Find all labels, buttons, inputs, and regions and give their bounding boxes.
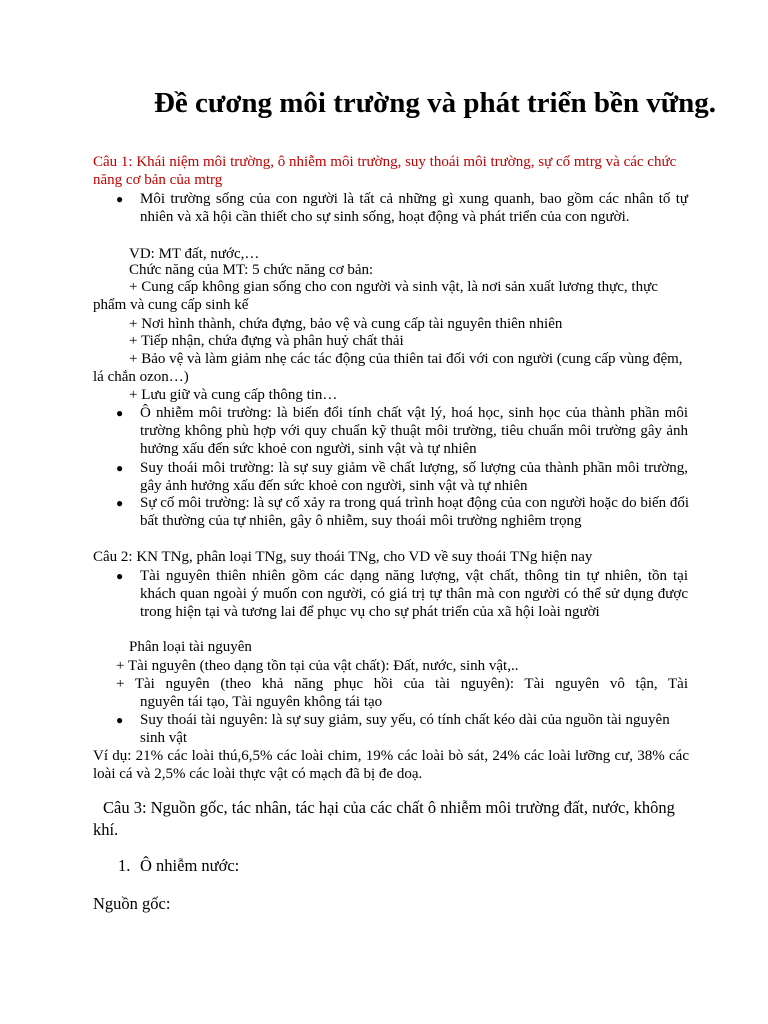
bullet-icon: ● (116, 406, 124, 420)
q1-function-1: + Cung cấp không gian sống cho con người và sinh vật, là nơi sản xuất lương thực, thực phẩm và cung cấp sinh kế (93, 279, 662, 313)
q1-degradation-definition: Suy thoái môi trường: là sự suy giảm về chất lượng, số lượng của thành phần môi trường, gây ảnh hưởng xấu đến sức khoẻ con người, sinh vật và tự nhiên (140, 460, 692, 494)
q1-pollution-definition: Ô nhiễm môi trường: là biến đổi tính chất vật lý, hoá học, sinh học của thành phần môi trường không phù hợp với quy chuẩn kỹ thuật môi trường, tiêu chuẩn môi trường gây ảnh hưởng xấu đến sức khoẻ con người, sinh vật và tự nhiên (140, 405, 692, 457)
document-title: Đề cương môi trường và phát triển bền vững. (153, 87, 717, 119)
q1-function-5: + Lưu giữ và cung cấp thông tin… (129, 387, 338, 403)
q3-source-label: Nguồn gốc: (93, 894, 171, 913)
question-1-heading: Câu 1: Khái niệm môi trường, ô nhiễm môi trường, suy thoái môi trường, sự cố mtrg và các chức năng cơ bản của mtrg (93, 154, 680, 188)
q2-example: Ví dụ: 21% các loài thú,6,5% các loài chim, 19% các loài bò sát, 24% các loài lưỡng cư, 38% các loài cá và 2,5% các loài thực vật có mạch đã bị đe doạ. (93, 748, 693, 782)
q3-item-number: 1. (118, 856, 131, 875)
bullet-icon: ● (116, 569, 124, 583)
bullet-icon: ● (116, 496, 124, 510)
q2-classification-2-line-2: nguyên tái tạo, Tài nguyên không tái tạo (140, 694, 383, 710)
q1-function-4: + Bảo vệ và làm giảm nhẹ các tác động của thiên tai đối với con người (cung cấp vùng đệm, lá chắn ozon…) (93, 351, 687, 385)
q2-degradation-definition: Suy thoái tài nguyên: là sự suy giảm, suy yếu, có tính chất kéo dài của nguồn tài nguyên sinh vật (140, 712, 674, 746)
bullet-icon: ● (116, 192, 124, 206)
bullet-icon: ● (116, 461, 124, 475)
q1-incident-definition: Sự cố môi trường: là sự cố xảy ra trong quá trình hoạt động của con người hoặc do biến đổi bất thường của tự nhiên, gây ô nhiễm, suy thoái môi trường nghiêm trọng (140, 495, 693, 529)
q2-classification-1: + Tài nguyên (theo dạng tồn tại của vật chất): Đất, nước, sinh vật,.. (116, 658, 519, 674)
bullet-icon: ● (116, 713, 124, 727)
q1-environment-definition: Môi trường sống của con người là tất cả những gì xung quanh, bao gồm các nhân tố tự nhiên và xã hội cần thiết cho sự sinh sống, hoạt động và phát triển của con người. (140, 191, 692, 225)
question-2-heading: Câu 2: KN TNg, phân loại TNg, suy thoái TNg, cho VD về suy thoái TNg hiện nay (93, 549, 593, 565)
q1-function-2: + Nơi hình thành, chứa đựng, bảo vệ và cung cấp tài nguyên thiên nhiên (129, 316, 563, 332)
q1-example: VD: MT đất, nước,… (129, 246, 260, 262)
q2-classification-title: Phân loại tài nguyên (129, 639, 252, 655)
q1-function-3: + Tiếp nhận, chứa đựng và phân huỷ chất thải (129, 333, 404, 349)
q2-resource-definition: Tài nguyên thiên nhiên gồm các dạng năng lượng, vật chất, thông tin tự nhiên, tồn tại khách quan ngoài ý muốn con người, có giá trị tự thân mà con người có thể sử dụng được trong hiện tại và tương lai để phục vụ cho sự phát triển của xã hội loài người (140, 568, 692, 620)
q1-functions-intro: Chức năng của MT: 5 chức năng cơ bản: (129, 262, 374, 278)
q3-item-water-pollution: Ô nhiễm nước: (140, 856, 240, 875)
question-3-heading: Câu 3: Nguồn gốc, tác nhân, tác hại của các chất ô nhiễm môi trường đất, nước, không khí. (93, 798, 680, 839)
q2-classification-2-line-1: + Tài nguyên (theo khả năng phục hồi của tài nguyên): Tài nguyên vô tận, Tài (116, 676, 688, 692)
